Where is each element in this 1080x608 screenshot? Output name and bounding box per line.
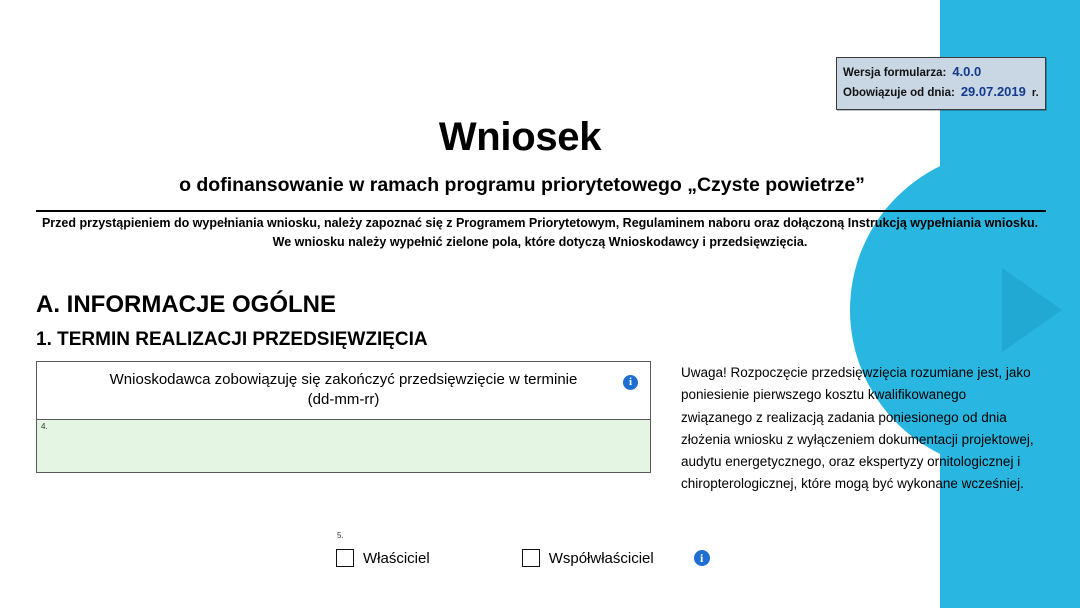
section-a-heading: A. INFORMACJE OGÓLNE	[36, 291, 337, 318]
completion-deadline-text: Wnioskodawca zobowiązuję się zakończyć przedsięwzięcie w terminie	[109, 371, 578, 388]
valid-from-suffix: r.	[1031, 87, 1039, 100]
title-divider	[36, 210, 1046, 212]
valid-from-label: Obowiązuje od dnia:	[843, 87, 955, 100]
checkbox-owner[interactable]	[336, 549, 354, 567]
completion-deadline-format: (dd-mm-rr)	[307, 391, 380, 409]
form-version-row	[843, 62, 1039, 82]
form-version-value: 4.0.0	[952, 64, 982, 79]
form-version-box	[836, 57, 1046, 110]
field-number-4: 4.	[41, 421, 48, 431]
ownership-option-coowner[interactable]	[522, 549, 654, 567]
page-subtitle: o dofinansowanie w ramach programu priorytetowego „Czyste powietrze”	[179, 174, 865, 196]
note-text: Uwaga! Rozpoczęcie przedsięwzięcia rozumiane jest, jako poniesienie pierwszego kosztu kwalifikowanego związanego z realizacją zadania poniesionego od dnia złożenia wniosku z wyłączeniem dokumentacji projektowej, audytu energetycznego, oraz ekspertyzy ornitologicznej i chiropterologicznej, które mogą być wykonane wcześniej.	[681, 365, 1034, 492]
completion-deadline-box	[36, 361, 651, 473]
completion-deadline-label	[37, 362, 650, 420]
ownership-option-owner[interactable]	[336, 549, 430, 567]
completion-deadline-input[interactable]	[37, 420, 650, 472]
valid-from-row	[843, 82, 1039, 102]
ownership-options	[336, 549, 710, 567]
section-1-heading: 1. TERMIN REALIZACJI PRZEDSIĘWZIĘCIA	[36, 329, 428, 350]
intro-line-1: Przed przystąpieniem do wypełniania wniosku, należy zapoznać się z Programem Priorytetowym, Regulaminem naboru oraz dołączoną Instrukcją wypełniania wniosku.	[41, 216, 1039, 230]
intro-line-2: We wniosku należy wypełnić zielone pola, które dotyczą Wnioskodawcy i przedsięwzięcia.	[272, 235, 808, 250]
field-number-5: 5.	[337, 531, 344, 540]
checkbox-owner-label: Właściciel	[363, 549, 430, 567]
intro-text	[36, 214, 1044, 253]
checkbox-coowner-label: Współwłaściciel	[548, 549, 654, 567]
valid-from-value: 29.07.2019	[960, 84, 1026, 100]
ownership-info[interactable]	[694, 549, 710, 567]
info-icon[interactable]: i	[623, 375, 638, 390]
checkbox-coowner[interactable]	[522, 549, 540, 567]
form-version-label: Wersja formularza:	[843, 67, 947, 79]
info-icon[interactable]: i	[694, 550, 710, 566]
page-title: Wniosek	[438, 115, 602, 159]
